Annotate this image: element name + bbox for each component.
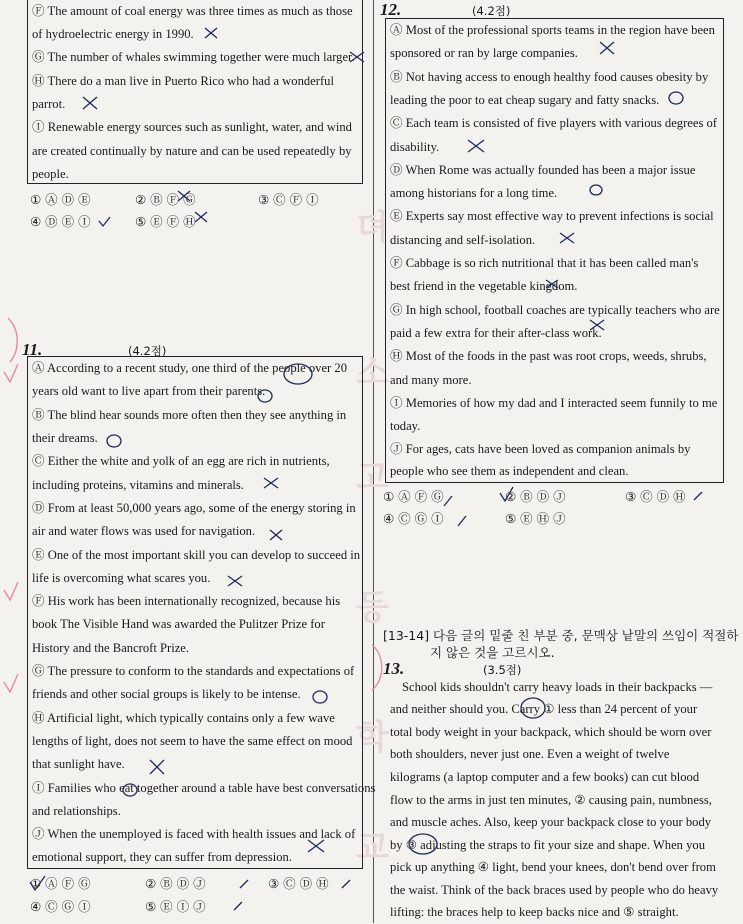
- q12-line: Ⓗ Most of the foods in the past was root crops, weeds, shrubs,: [390, 349, 707, 363]
- q11-choice-1[interactable]: ① Ⓐ Ⓕ Ⓖ: [30, 876, 91, 891]
- q10-line: are created continually by nature and can be used repeatedly by: [32, 144, 352, 158]
- q12-choice-3[interactable]: ③ Ⓒ Ⓓ Ⓗ: [625, 489, 686, 504]
- q12-choice-4[interactable]: ④ Ⓒ Ⓖ Ⓘ: [383, 511, 444, 526]
- q10-line: people.: [32, 167, 69, 181]
- q12-line: and many more.: [390, 373, 472, 387]
- q12-line: distancing and self-isolation.: [390, 233, 536, 247]
- q12-line: leading the poor to eat cheap sugary and fatty snacks.: [390, 93, 660, 107]
- q13-passage-line: flow to the arms in just ten minutes, ② causing pain, numbness,: [390, 793, 712, 807]
- q12-line: Ⓒ Each team is consisted of five players with various degrees of: [390, 116, 717, 130]
- q12-line: Ⓓ When Rome was actually founded has been a major issue: [390, 163, 696, 177]
- q12-number: 12.: [380, 0, 402, 19]
- q13-points: (3.5점): [483, 663, 522, 677]
- q11-line: air and water flows was used for navigation.: [32, 524, 256, 538]
- q12-line: today.: [390, 419, 421, 433]
- q11-line: Ⓑ The blind hear sounds more often then they see anything in: [32, 408, 347, 422]
- q11-line: book The Visible Hand was awarded the Pulitzer Prize for: [32, 617, 325, 631]
- q13-passage-line: both shoulders, never just one. Even a weight of twelve: [390, 747, 670, 761]
- q11-line: life is overcoming what scares you.: [32, 571, 211, 585]
- q10-choice-1[interactable]: ① Ⓐ Ⓓ Ⓔ: [30, 192, 91, 207]
- q11-line: their dreams.: [32, 431, 98, 445]
- slash-mark: [444, 496, 452, 506]
- q11-choice-5[interactable]: ⑤ Ⓔ Ⓘ Ⓙ: [145, 899, 206, 914]
- q11-line: Ⓔ One of the most important skill you can develop to succeed in: [32, 548, 361, 562]
- q12-line: paid a few extra for their after-class work.: [390, 326, 602, 340]
- q10-line: Ⓗ There do a man live in Puerto Rico who had a wonderful: [32, 74, 334, 88]
- q12-line: disability.: [390, 140, 440, 154]
- q12-line: sponsored or ran by large companies.: [390, 46, 578, 60]
- x-mark: [195, 212, 207, 222]
- q13-14-instruction-line2: 지 않은 것을 고르시오.: [430, 645, 555, 660]
- q13-passage-line: and neither should you. Carry ① less than 24 percent of your: [390, 702, 698, 716]
- pink-check-mark: [4, 674, 18, 692]
- q11-line: Ⓓ From at least 50,000 years ago, some of the energy storing in: [32, 501, 356, 515]
- q11-choice-2[interactable]: ② Ⓑ Ⓓ Ⓙ: [145, 876, 206, 891]
- q13-passage-line: by ③ adjusting the straps to fit your size and shape. When you: [390, 838, 705, 852]
- q10-choice-5[interactable]: ⑤ Ⓔ Ⓕ Ⓗ: [135, 214, 196, 229]
- q12-line: Ⓐ Most of the professional sports teams in the region have been: [390, 23, 715, 37]
- q12-line: people who see them as independent and clean.: [390, 464, 629, 478]
- slash-mark: [458, 516, 466, 526]
- q11-line: History and the Bancroft Prize.: [32, 641, 190, 655]
- q11-line: and relationships.: [32, 804, 121, 818]
- q13-passage-line: School kids shouldn't carry heavy loads in their backpacks —: [402, 680, 713, 694]
- q10-choice-3[interactable]: ③ Ⓒ Ⓕ Ⓘ: [258, 192, 319, 207]
- q11-line: Ⓒ Either the white and yolk of an egg are rich in nutrients,: [32, 454, 330, 468]
- q11-choice-3[interactable]: ③ Ⓒ Ⓓ Ⓗ: [268, 876, 329, 891]
- slash-mark: [694, 492, 702, 500]
- q12-choice-5[interactable]: ⑤ Ⓔ Ⓗ Ⓙ: [505, 511, 566, 526]
- q11-line: years old want to live apart from their parents.: [32, 384, 266, 398]
- q12-line: Ⓑ Not having access to enough healthy food causes obesity by: [390, 70, 709, 84]
- watermark: 교: [356, 828, 389, 868]
- q10-choice-2[interactable]: ② Ⓑ Ⓕ Ⓖ: [135, 192, 196, 207]
- q11-points: (4.2점): [128, 344, 167, 358]
- q13-14-instruction-line1: [13-14] 다음 글의 밑줄 친 부분 중, 문맥상 낱말의 쓰임이 적절하: [383, 628, 739, 643]
- q11-number: 11.: [22, 340, 43, 359]
- watermark: 학: [356, 718, 389, 758]
- watermark: 등: [356, 588, 389, 628]
- q12-line: Ⓕ Cabbage is so rich nutritional that it has been called man's: [390, 256, 699, 270]
- q11-line: friends and other social groups is likely to be intense.: [32, 687, 301, 701]
- check-mark: [99, 217, 110, 226]
- q13-passage-line: total body weight in your backpack, which should be worn over: [390, 725, 712, 739]
- q12-choice-1[interactable]: ① Ⓐ Ⓕ Ⓖ: [383, 489, 444, 504]
- q12-line: among historians for a long time.: [390, 186, 558, 200]
- q13-passage-line: and muscle aches. Also, keep your backpack close to your body: [390, 815, 712, 829]
- slash-mark: [240, 880, 248, 888]
- q11-line: that sunlight have.: [32, 757, 125, 771]
- q10-line: parrot.: [32, 97, 66, 111]
- q11-line: lengths of light, does not seem to have the same effect on mood: [32, 734, 353, 748]
- slash-mark: [342, 880, 350, 888]
- q11-line: Ⓐ According to a recent study, one third of the people over 20: [32, 361, 347, 375]
- q12-choice-2[interactable]: ② Ⓑ Ⓓ Ⓙ: [505, 489, 566, 504]
- watermark: 소: [356, 353, 389, 393]
- q10-choice-4[interactable]: ④ Ⓓ Ⓔ Ⓘ: [30, 214, 91, 229]
- q11-line: Ⓘ Families who eat together around a table have best conversations: [32, 781, 376, 795]
- q11-line: including proteins, vitamins and minerals.: [32, 478, 244, 492]
- q13-number: 13.: [383, 659, 405, 678]
- q11-line: Ⓙ When the unemployed is faced with health issues and lack of: [32, 827, 356, 841]
- watermark: 고: [356, 458, 389, 498]
- q12-points: (4.2점): [472, 4, 511, 18]
- pink-bracket-mark: [8, 318, 17, 362]
- q12-line: Ⓖ In high school, football coaches are typically teachers who are: [390, 303, 720, 317]
- q13-passage-line: pick up anything ④ light, bend your knees, don't bend over from: [390, 860, 716, 874]
- q12-line: Ⓔ Experts say most effective way to prevent infections is social: [390, 209, 714, 223]
- q10-line: of hydroelectric energy in 1990.: [32, 27, 194, 41]
- q11-line: Ⓖ The pressure to conform to the standards and expectations of: [32, 664, 355, 678]
- q12-line: Ⓘ Memories of how my dad and I interacted seem funnily to me: [390, 396, 718, 410]
- q11-line: emotional support, they can suffer from depression.: [32, 850, 292, 864]
- q13-passage-line: lifting: the braces help to keep backs nice and ⑤ straight.: [390, 905, 679, 919]
- q13-passage-line: kilograms (a laptop computer and a few books) can cut blood: [390, 770, 700, 784]
- q12-line: Ⓙ For ages, cats have been loved as companion animals by: [390, 442, 691, 456]
- q11-line: Ⓕ His work has been internationally recognized, because his: [32, 594, 341, 608]
- q12-line: best friend in the vegetable kingdom.: [390, 279, 578, 293]
- pink-check-mark: [4, 582, 18, 600]
- pink-check-mark: [4, 364, 18, 382]
- q11-line: Ⓗ Artificial light, which typically contains only a few wave: [32, 711, 335, 725]
- watermark: 뎌: [356, 208, 389, 248]
- q10-line: Ⓘ Renewable energy sources such as sunlight, water, and wind: [32, 120, 352, 134]
- q11-choice-4[interactable]: ④ Ⓒ Ⓖ Ⓘ: [30, 899, 91, 914]
- slash-mark: [234, 902, 242, 910]
- q10-line: Ⓕ The amount of coal energy was three times as much as those: [32, 4, 353, 18]
- q13-passage-line: the waist. Think of the back braces used by people who do heavy: [390, 883, 719, 897]
- q10-line: Ⓖ The number of whales swimming together were much larger.: [32, 50, 355, 64]
